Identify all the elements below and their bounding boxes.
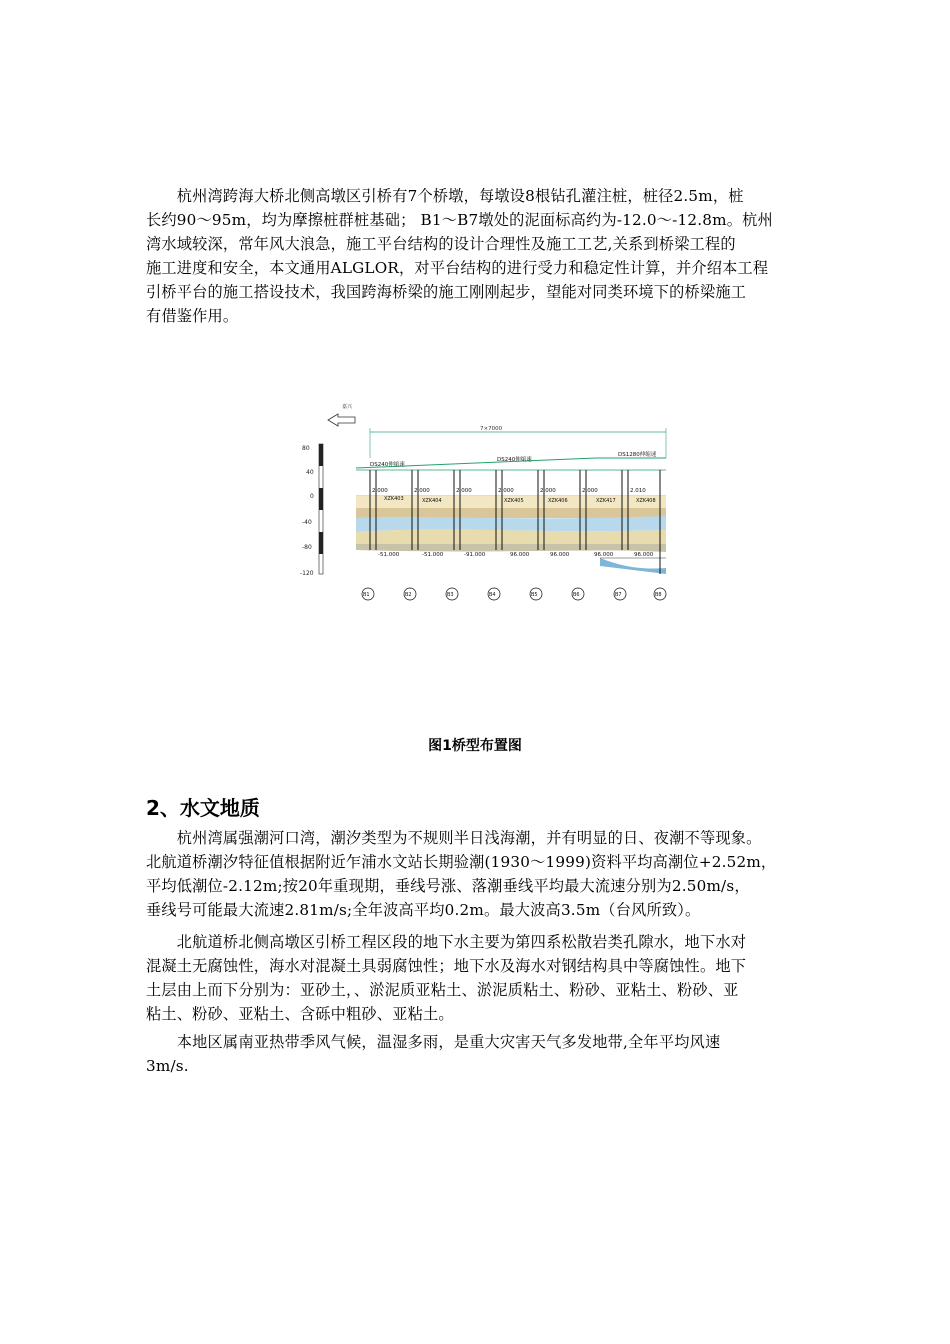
span-label: 7×7000 <box>480 426 503 432</box>
text-line: 平均低潮位-2.12m;按20年重现期，垂线号涨、落潮垂线平均最大流速分别为2.50m/s， <box>146 877 750 895</box>
pile-tip-value: 96.000 <box>634 552 654 558</box>
pier-label: B7 <box>615 592 622 598</box>
borehole-label: XZK405 <box>504 498 524 504</box>
section-heading: 2、水文地质 <box>146 796 260 820</box>
text-line: 引桥平台的施工搭设技术，我国跨海桥梁的施工刚刚起步，望能对同类环境下的桥梁施工 <box>146 283 747 301</box>
text-line: 有借鉴作用。 <box>146 307 239 325</box>
pier-label: B8 <box>655 592 662 598</box>
deck-value: 2.010 <box>630 488 646 494</box>
figure-caption: 图1桥型布置图 <box>428 738 522 754</box>
scale-tick: 40 <box>306 469 314 476</box>
pile-tip-value: -91.000 <box>464 552 486 558</box>
text-line: 混凝土无腐蚀性，海水对混凝土具弱腐蚀性；地下水及海水对钢结构具中等腐蚀性。地下 <box>146 957 747 975</box>
pile-tip-value: 96.000 <box>594 552 614 558</box>
text-line: 垂线号可能最大流速2.81m/s;全年波高平均0.2m。最大波高3.5m（台风所致）。 <box>146 901 701 919</box>
text-line: 湾水域较深，常年风大浪急，施工平台结构的设计合理性及施工工艺,关系到桥梁工程的 <box>146 235 736 253</box>
borehole-label: XZK406 <box>548 498 568 504</box>
scale-tick: 80 <box>302 445 310 452</box>
pier-label: B2 <box>405 592 412 598</box>
deck-value: 2.000 <box>498 488 514 494</box>
pier-label: B3 <box>447 592 454 598</box>
text-line: 长约90～95m，均为摩擦桩群桩基础； B1～B7墩处的泥面标高约为-12.0～-12.8m。杭州 <box>146 211 773 229</box>
text-line: 施工进度和安全，本文通用ALGLOR，对平台结构的进行受力和稳定性计算，并介绍本工程 <box>146 259 769 277</box>
text-line: 粘土、粉砂、亚粘土、含砾中粗砂、亚粘土。 <box>146 1005 454 1023</box>
crane-label: DS240伸缩速 <box>370 462 405 468</box>
deck-value: 2.000 <box>540 488 556 494</box>
borehole-label: XZK404 <box>422 498 442 504</box>
crane-label: DS1280伸缩速 <box>618 452 657 458</box>
deck-value: 2.000 <box>456 488 472 494</box>
pier-label: B6 <box>573 592 580 598</box>
scale-tick: -80 <box>302 544 312 551</box>
deck-value: 2.000 <box>582 488 598 494</box>
borehole-label: XZK417 <box>596 498 616 504</box>
pile-tip-value: 96.000 <box>510 552 530 558</box>
deck-value: 2.000 <box>372 488 388 494</box>
text-line: 土层由上而下分别为：亚砂土，、淤泥质亚粘土、淤泥质粘土、粉砂、亚粘土、粉砂、亚 <box>146 981 739 999</box>
pier-label: B5 <box>531 592 538 598</box>
intro-paragraph <box>146 184 811 328</box>
pier-label: B1 <box>363 592 370 598</box>
pile-tip-value: -51.000 <box>422 552 444 558</box>
scale-tick: -120 <box>300 570 314 577</box>
pier-label: B4 <box>489 592 496 598</box>
deck-value: 2.000 <box>414 488 430 494</box>
text-line: 北航道桥潮汐特征值根据附近乍浦水文站长期验潮(1930～1999)资料平均高潮位+2.52m， <box>146 853 777 871</box>
text-line: 杭州湾跨海大桥北侧高墩区引桥有7个桥墩，每墩设8根钻孔灌注桩，桩径2.5m，桩 <box>146 187 744 205</box>
crane-label: DS240伸缩速 <box>497 457 532 463</box>
direction-arrow-icon <box>328 414 355 426</box>
pile-tip-value: -51.000 <box>378 552 400 558</box>
soil-strata <box>356 496 666 574</box>
direction-label: 嘉兴 <box>342 404 353 410</box>
groundwater-paragraph <box>146 930 811 1026</box>
scale-tick: 0 <box>310 493 314 500</box>
scale-tick: -40 <box>302 519 312 526</box>
text-line: 3m/s. <box>146 1057 189 1075</box>
text-line: 本地区属南亚热带季风气候，温湿多雨，是重大灾害天气多发地带,全年平均风速 <box>146 1033 721 1051</box>
text-line: 杭州湾属强潮河口湾，潮汐类型为不规则半日浅海潮，并有明显的日、夜潮不等现象。 <box>146 829 762 847</box>
bridge-layout-figure <box>300 398 672 610</box>
borehole-label: XZK403 <box>384 496 404 502</box>
hydrology-paragraph <box>146 826 811 922</box>
climate-paragraph <box>146 1030 811 1078</box>
elevation-scale <box>319 444 323 574</box>
text-line: 北航道桥北侧高墩区引桥工程区段的地下水主要为第四系松散岩类孔隙水，地下水对 <box>146 933 747 951</box>
borehole-label: XZK408 <box>636 498 656 504</box>
pile-tip-value: 96.000 <box>550 552 570 558</box>
